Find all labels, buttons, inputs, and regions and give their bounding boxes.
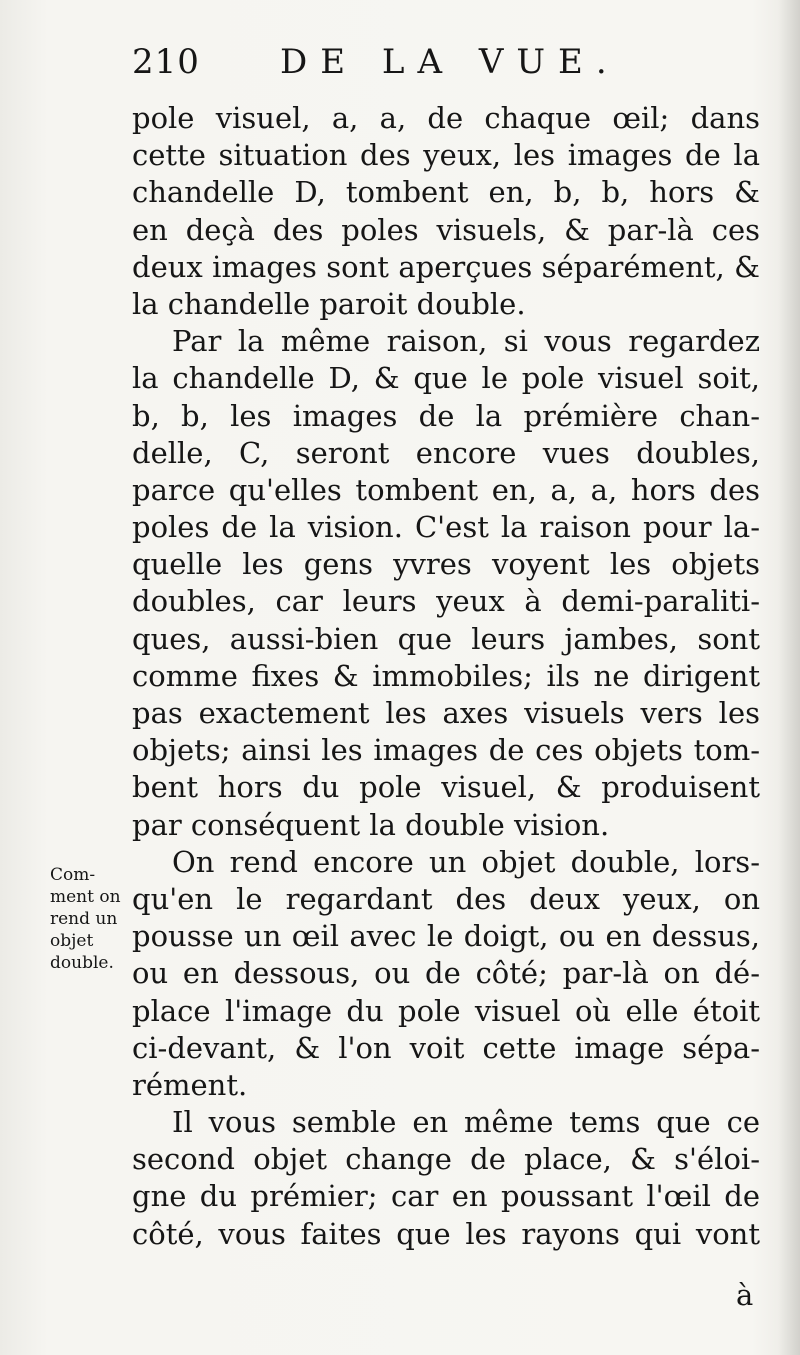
text-line: cette situation des yeux, les images de la (132, 138, 760, 173)
text-line: delle, C, seront encore vues doubles, (132, 435, 760, 470)
paragraph-start-line: On rend encore un objet double, lors- (172, 844, 760, 879)
text-line: gne du prémier; car en poussant l'œil de (132, 1179, 760, 1214)
text-line: comme fixes & immobiles; ils ne dirigent (132, 658, 760, 693)
text-line: rément. (132, 1067, 248, 1102)
text-line: pas exactement les axes visuels vers les (132, 696, 760, 730)
text-line: objets; ainsi les images de ces objets tom- (132, 733, 760, 768)
text-line: parce qu'elles tombent en, a, a, hors des (132, 472, 760, 507)
text-line: quelle les gens yvres voyent les objets (132, 547, 760, 582)
paragraph-start-line: Par la même raison, si vous regardez (172, 324, 760, 359)
margin-note-line: objet (50, 931, 94, 951)
text-line: ques, aussi-bien que leurs jambes, sont (132, 621, 760, 656)
text-line: qu'en le regardant des deux yeux, on (132, 881, 760, 916)
margin-note-line: rend un (50, 909, 118, 929)
running-head: DE LA VUE. (280, 42, 620, 82)
text-line: deux images sont aperçues séparément, & (132, 249, 760, 284)
text-line: en deçà des poles visuels, & par-là ces (132, 212, 760, 247)
text-line: poles de la vision. C'est la raison pour la- (132, 510, 760, 545)
text-line: ci-devant, & l'on voit cette image sépa- (132, 1030, 760, 1065)
text-line: doubles, car leurs yeux à demi-paraliti- (132, 584, 760, 619)
page-header (132, 38, 632, 88)
text-line: place l'image du pole visuel où elle étoit (132, 993, 760, 1028)
text-line: la chandelle paroit double. (132, 286, 526, 321)
margin-note-line: double. (50, 953, 114, 973)
margin-note (50, 864, 130, 974)
body-text (132, 100, 760, 1253)
text-line: par conséquent la double vision. (132, 807, 610, 842)
margin-note-line: Com- (50, 865, 96, 885)
catchword: à (736, 1278, 754, 1312)
page-edge-shadow (778, 0, 800, 1355)
text-line: pousse un œil avec le doigt, ou en dessus, (132, 919, 760, 954)
text-line: bent hors du pole visuel, & produisent (132, 770, 760, 805)
margin-note-line: ment on (50, 887, 121, 907)
text-line: b, b, les images de la prémière chan- (132, 398, 760, 433)
text-line: chandelle D, tombent en, b, b, hors & (132, 175, 760, 210)
text-line: second objet change de place, & s'éloi- (132, 1142, 760, 1177)
text-line: pole visuel, a, a, de chaque œil; dans (132, 101, 760, 135)
page-number: 210 (132, 42, 200, 82)
text-line: la chandelle D, & que le pole visuel soit, (132, 361, 760, 396)
text-line: côté, vous faites que les rayons qui vont (132, 1216, 760, 1251)
text-line: ou en dessous, ou de côté; par-là on dé- (132, 956, 760, 991)
paragraph-start-line: Il vous semble en même tems que ce (172, 1105, 760, 1140)
